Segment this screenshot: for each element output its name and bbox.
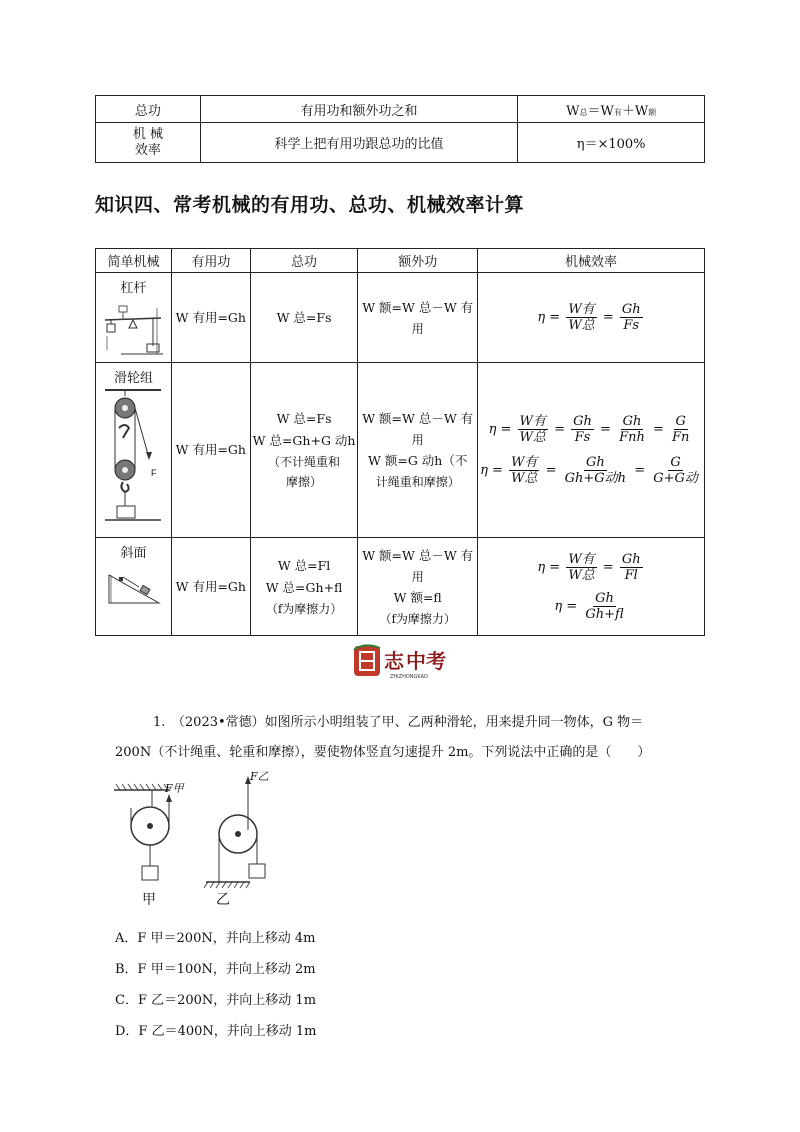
efficiency-formula-incline-2 (478, 591, 704, 622)
numerator: G (675, 414, 686, 429)
numerator: Gh (621, 302, 641, 317)
denominator: Gh+fl (585, 606, 624, 622)
formula-subscript: 总 (579, 107, 588, 117)
table-cell (200, 123, 517, 163)
formula-total-work (566, 104, 656, 119)
fraction (583, 591, 625, 622)
column-header: 额外功 (358, 249, 478, 273)
equals: = (549, 310, 561, 325)
fraction (566, 302, 596, 333)
equals: = (566, 598, 578, 614)
formula-note: 计绳重和摩擦） (375, 475, 460, 489)
total-work-formula: W 总=Gh+G 动h (252, 433, 356, 448)
useful-work-formula: W 有用=Gh (175, 578, 246, 594)
option-c[interactable]: C．F 乙＝200N，并向上移动 1m (115, 993, 317, 1008)
denominator: Fl (624, 567, 638, 583)
extra-work-formula: W 额=W 总－W 有 (362, 299, 474, 315)
label-yi: 乙 (216, 892, 230, 908)
numerator: W有 (568, 551, 595, 567)
denominator: Gh+G动h (564, 471, 627, 486)
incline-diagram (101, 561, 165, 611)
total-work-formula: W 总=Gh+fl (265, 579, 343, 595)
force-label-yi: F乙 (250, 770, 269, 783)
denominator: W总 (568, 567, 595, 583)
equals: = (500, 422, 512, 437)
force-label-jia: F甲 (165, 782, 184, 795)
logo-text: 中考 (406, 649, 446, 673)
lever-diagram (101, 296, 165, 358)
table-row-incline (96, 538, 705, 636)
eta-symbol: η (554, 598, 563, 614)
formula-note: （f为摩擦力） (265, 601, 343, 616)
fraction (617, 414, 647, 445)
denominator: Fn (672, 430, 690, 445)
formula-part: ＝W (587, 103, 614, 119)
table-row (96, 123, 705, 163)
denominator: W总 (511, 471, 538, 486)
pulley-diagram (110, 770, 280, 910)
table-row-lever (96, 273, 705, 363)
row-description: 有用功和额外功之和 (300, 103, 418, 119)
section-heading: 知识四、常考机械的有用功、总功、机械效率计算 (95, 194, 525, 216)
formula-note: （不计绳重和 (268, 455, 341, 469)
table-header-row (96, 249, 705, 273)
fraction (620, 552, 643, 583)
force-label: F (151, 468, 157, 478)
machine-name: 斜面 (120, 546, 147, 561)
table-cell (96, 273, 172, 363)
option-a[interactable]: A．F 甲＝200N，并向上移动 4m (115, 931, 316, 946)
fraction (620, 302, 643, 333)
eta-symbol: η (537, 559, 546, 575)
table-cell (358, 273, 478, 363)
table-cell (477, 538, 704, 636)
numerator: Gh (622, 414, 642, 429)
efficiency-formula-incline-1 (478, 552, 704, 583)
equals: = (652, 422, 664, 437)
table-cell (96, 363, 172, 538)
table-cell (250, 538, 358, 636)
efficiency-formula-pulley-1 (478, 414, 704, 445)
extra-work-formula: W 额=W 总－W 有 (362, 547, 474, 563)
fraction (509, 455, 539, 486)
numerator: W有 (511, 455, 538, 470)
fraction (670, 414, 691, 445)
column-header: 有用功 (171, 249, 250, 273)
denominator: W总 (519, 430, 546, 445)
numerator: Gh (621, 551, 641, 567)
formula-part: W (566, 103, 580, 119)
question-text-line: 200N（不计绳重、轮重和摩擦），要使物体竖直匀速提升 2m。下列说法中正确的是（ ） (115, 745, 651, 760)
equals: = (600, 422, 611, 437)
equals: = (492, 463, 503, 478)
row-description: 科学上把有用功跟总功的比值 (274, 137, 444, 152)
equals: = (554, 422, 565, 437)
publisher-logo (352, 642, 452, 682)
option-b[interactable]: B．F 甲＝100N，并向上移动 2m (115, 962, 316, 977)
table-cell (96, 538, 172, 636)
total-work-formula: W 总=Fs (276, 309, 332, 325)
column-header: 机械效率 (477, 249, 704, 273)
fraction (651, 455, 700, 486)
row-label: 总功 (134, 103, 161, 119)
table-cell (477, 273, 704, 363)
row-label: 机 械 (132, 126, 163, 142)
numerator: Gh (573, 414, 592, 429)
table-cell (358, 538, 478, 636)
table-cell (200, 96, 517, 123)
denominator: Fnh (619, 430, 645, 445)
extra-work-formula: W 额=W 总－W 有 (362, 411, 474, 426)
table-cell (171, 273, 250, 363)
useful-work-formula: W 有用=Gh (175, 442, 246, 457)
table-cell (518, 96, 705, 123)
pulley-block-diagram (101, 386, 165, 526)
fraction (571, 414, 594, 445)
table-cell (250, 273, 358, 363)
denominator: Fs (623, 318, 640, 333)
denominator: W总 (568, 318, 595, 333)
fraction (566, 552, 596, 583)
question-block (115, 708, 715, 768)
fraction (518, 414, 548, 445)
table-cell (96, 123, 201, 163)
extra-work-formula-cont: 用 (411, 321, 424, 336)
row-label: 效率 (134, 142, 161, 158)
formula-note: 摩擦） (286, 475, 323, 489)
eta-symbol: η (480, 463, 488, 478)
denominator: G+G动 (653, 471, 698, 486)
machine-table (95, 248, 705, 636)
table-row-pulley (96, 363, 705, 538)
table-cell (250, 363, 358, 538)
numerator: Gh (585, 455, 605, 470)
column-header: 总功 (250, 249, 358, 273)
logo-subtitle: ZHIZHONGKAO (390, 674, 428, 680)
definition-table (95, 95, 705, 163)
numerator: G (670, 455, 681, 470)
formula-subscript: 有 (613, 107, 622, 117)
table-cell (518, 123, 705, 163)
equals: = (634, 463, 646, 478)
formula-subscript: 额 (648, 107, 657, 117)
column-header: 简单机械 (96, 249, 172, 273)
option-d[interactable]: D．F 乙＝400N，并向上移动 1m (115, 1024, 317, 1039)
useful-work-formula: W 有用=Gh (175, 309, 246, 325)
denominator: Fs (574, 430, 591, 445)
efficiency-formula-lever (537, 302, 644, 333)
table-cell (171, 363, 250, 538)
numerator: W有 (519, 414, 546, 429)
table-cell (96, 96, 201, 123)
equals: = (602, 559, 614, 575)
machine-name: 杠杆 (120, 281, 147, 296)
formula-efficiency: η＝×100% (576, 137, 646, 152)
pulley-figures (110, 770, 280, 910)
table-row (96, 96, 705, 123)
eta-symbol: η (537, 310, 546, 325)
total-work-formula: W 总=Fs (276, 411, 332, 426)
equals: = (602, 310, 614, 325)
svg-text:志: 志 (384, 649, 404, 673)
formula-part: ＋W (621, 103, 649, 119)
numerator: W有 (568, 302, 595, 317)
table-cell (171, 538, 250, 636)
numerator: Gh (595, 590, 614, 606)
extra-work-formula-cont: 用 (411, 433, 424, 447)
logo-mark (352, 642, 452, 682)
question-text-line: 1. （2023•常德）如图所示小明组装了甲、乙两种滑轮，用来提升同一物体，G 物＝ (153, 715, 644, 730)
extra-work-formula: W 额=fl (393, 589, 442, 605)
table-cell (358, 363, 478, 538)
extra-work-formula-cont: 用 (411, 569, 424, 584)
machine-name: 滑轮组 (113, 371, 153, 386)
equals: = (549, 559, 561, 575)
eta-symbol: η (488, 422, 497, 437)
fraction (563, 455, 628, 486)
equals: = (545, 463, 557, 478)
extra-work-formula: W 额=G 动h（不 (368, 453, 468, 468)
table-cell (477, 363, 704, 538)
formula-note: （f为摩擦力） (379, 611, 456, 626)
total-work-formula: W 总=Fl (277, 557, 331, 573)
efficiency-formula-pulley-2 (478, 455, 704, 486)
label-jia: 甲 (142, 892, 156, 908)
